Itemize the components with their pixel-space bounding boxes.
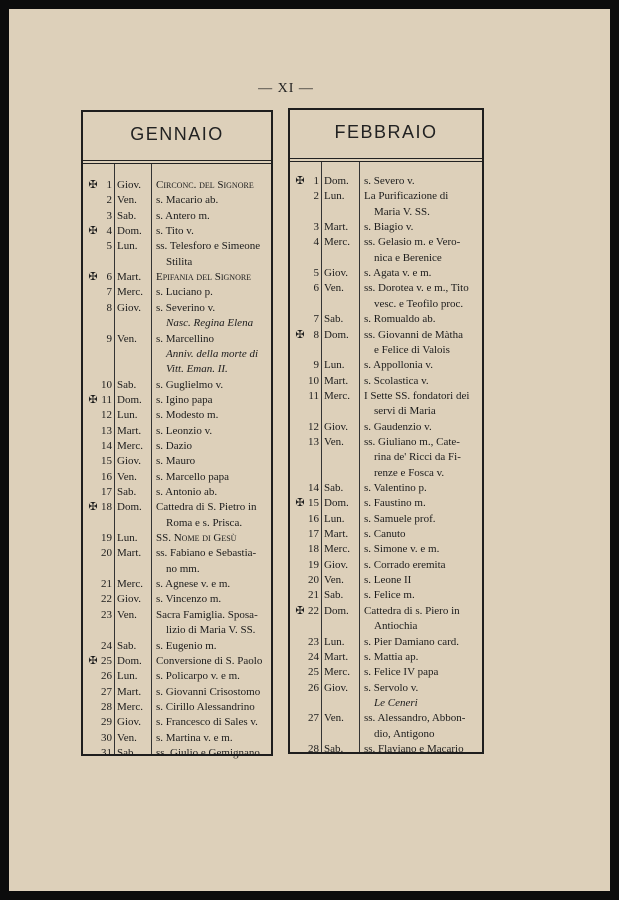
saint-name: SS. Nome di Gesù [156, 532, 237, 545]
saint-name: ss. Giovanni de Màtha [364, 328, 463, 341]
weekday: Dom. [117, 654, 142, 667]
weekday: Giov. [117, 179, 142, 191]
weekday: Sab. [324, 482, 344, 494]
weekday: Merc. [117, 439, 143, 452]
day-number: 10 [101, 378, 112, 391]
weekday: Lun. [324, 359, 345, 372]
day-number: 10 [308, 374, 319, 387]
saint-name: no mm. [166, 562, 200, 575]
day-row [83, 608, 271, 639]
day-row [83, 454, 271, 469]
day-number: 1 [106, 179, 112, 191]
weekday: Mart. [117, 547, 142, 560]
day-number: 3 [313, 221, 319, 234]
day-number: 28 [308, 742, 319, 755]
day-row [83, 178, 271, 193]
day-row [83, 209, 271, 224]
saint-name: Roma e s. Prisca. [166, 516, 243, 529]
weekday: Giov. [324, 558, 349, 571]
saint-name: s. Leonzio v. [156, 424, 213, 437]
saint-name: Cattedra di s. Piero in [364, 604, 460, 617]
saint-name: s. Leone II [364, 574, 412, 587]
weekday: Lun. [117, 670, 138, 683]
saint-name: ss. Giulio e Gemignano [156, 746, 260, 759]
saint-name: Cattedra di S. Pietro in [156, 501, 257, 514]
saint-name: s. Vincenzo m. [156, 593, 222, 606]
day-number: 5 [313, 267, 319, 280]
weekday: Merc. [117, 700, 143, 713]
saint-name: lizio di Maria V. SS. [166, 624, 256, 637]
weekday: Mart. [324, 650, 349, 663]
saint-name: s. Corrado eremita [364, 558, 446, 571]
saint-name: ss. Gelasio m. e Vero- [364, 236, 461, 249]
day-row [290, 189, 482, 220]
day-row [83, 193, 271, 208]
day-number: 21 [308, 589, 319, 602]
weekday: Sab. [117, 746, 137, 759]
weekday: Lun. [324, 512, 345, 525]
day-row [290, 374, 482, 389]
saint-name: La Purificazione di [364, 190, 449, 203]
saint-name: Maria V. SS. [374, 205, 430, 218]
book-page [9, 9, 610, 891]
day-number: 13 [308, 435, 319, 448]
weekday: Merc. [117, 578, 143, 591]
weekday: Dom. [324, 497, 349, 510]
day-number: 9 [106, 332, 112, 345]
day-number: 22 [308, 604, 319, 617]
day-row [290, 358, 482, 373]
saint-name: s. Guglielmo v. [156, 378, 224, 391]
weekday: Sab. [117, 378, 137, 391]
saint-name: s. Appollonia v. [364, 359, 433, 372]
saint-name: s. Policarpo v. e m. [156, 670, 240, 683]
weekday: Giov. [117, 455, 142, 468]
saint-name: I Sette SS. fondatori dei [364, 389, 470, 402]
day-row [290, 635, 482, 650]
day-number: 8 [106, 301, 112, 314]
weekday: Ven. [117, 608, 137, 621]
weekday: Dom. [117, 501, 142, 514]
weekday: Sab. [117, 209, 137, 222]
feast-cross-icon: ✠ [88, 393, 98, 406]
day-number: 30 [101, 731, 112, 744]
day-number: 14 [308, 482, 319, 494]
day-number: 2 [313, 190, 319, 203]
saint-name: nica e Berenice [374, 251, 442, 264]
day-row [290, 665, 482, 680]
day-row [83, 500, 271, 531]
saint-name: s. Gaudenzio v. [364, 420, 432, 433]
weekday: Sab. [324, 742, 344, 755]
day-number: 11 [101, 393, 112, 406]
day-number: 18 [308, 543, 319, 556]
day-number: 1 [313, 175, 319, 187]
weekday: Mart. [117, 685, 142, 698]
day-number: 27 [308, 712, 319, 725]
weekday: Dom. [117, 393, 142, 406]
day-number: 2 [106, 194, 112, 207]
weekday: Mart. [117, 271, 142, 284]
day-row [83, 224, 271, 239]
weekday: Ven. [117, 332, 137, 345]
page-number: — XI — [258, 81, 314, 96]
saint-name: s. Agnese v. e m. [156, 578, 231, 591]
day-number: 16 [101, 470, 112, 483]
day-number: 7 [106, 286, 112, 299]
day-number: 24 [101, 639, 112, 652]
day-number: 24 [308, 650, 319, 663]
saint-name: s. Mattia ap. [364, 650, 419, 663]
saint-name: s. Valentino p. [364, 482, 427, 494]
day-row [290, 435, 482, 481]
saint-name: s. Macario ab. [156, 194, 219, 207]
weekday: Sab. [117, 486, 137, 498]
weekday: Dom. [117, 225, 142, 238]
weekday: Dom. [324, 604, 349, 617]
day-row [83, 669, 271, 684]
saint-name: Le Ceneri [374, 696, 418, 709]
day-number: 28 [101, 700, 112, 713]
day-row [83, 700, 271, 715]
month-title-febbraio: FEBBRAIO [334, 122, 438, 142]
saint-name: s. Biagio v. [364, 221, 414, 234]
weekday: Dom. [324, 175, 349, 187]
day-row [290, 220, 482, 235]
day-number: 14 [101, 439, 112, 452]
saint-name: s. Martina v. e m. [156, 731, 233, 744]
day-number: 12 [101, 409, 112, 422]
day-row [290, 573, 482, 588]
weekday: Mart. [324, 221, 349, 234]
day-number: 29 [101, 716, 112, 729]
saint-name: s. Servolo v. [364, 681, 419, 694]
saint-name: dio, Antigono [374, 727, 435, 740]
saint-name: ss. Telesforo e Simeone [156, 240, 261, 253]
day-number: 20 [101, 547, 112, 560]
day-row [83, 470, 271, 485]
saint-name: s. Pier Damiano card. [364, 635, 459, 648]
weekday: Ven. [117, 731, 137, 744]
day-row [83, 378, 271, 393]
saint-name: servi di Maria [374, 405, 436, 418]
saint-name: Nasc. Regina Elena [166, 317, 254, 330]
saint-name: s. Samuele prof. [364, 512, 436, 525]
weekday: Giov. [324, 420, 349, 433]
saint-name: e Felice di Valois [374, 343, 450, 356]
weekday: Mart. [324, 374, 349, 387]
day-number: 26 [101, 670, 112, 683]
day-row [290, 281, 482, 312]
day-number: 22 [101, 593, 112, 606]
saint-name: s. Faustino m. [364, 497, 426, 510]
day-row [83, 285, 271, 300]
saint-name: s. Tito v. [156, 225, 194, 238]
saint-name: renze e Fosca v. [374, 466, 445, 479]
saint-name: Sacra Famiglia. Sposa- [156, 608, 258, 621]
feast-cross-icon: ✠ [88, 271, 98, 284]
saint-name: s. Severino v. [156, 301, 216, 314]
day-row [290, 389, 482, 420]
day-row [83, 746, 271, 761]
weekday: Dom. [324, 328, 349, 341]
weekday: Mart. [117, 424, 142, 437]
saint-name: ss. Flaviano e Macario [364, 742, 464, 755]
day-number: 26 [308, 681, 319, 694]
day-number: 7 [313, 313, 319, 326]
feast-cross-icon: ✠ [88, 501, 98, 514]
day-row [290, 650, 482, 665]
day-row [290, 604, 482, 635]
weekday: Lun. [324, 635, 345, 648]
day-number: 16 [308, 512, 319, 525]
day-row [83, 531, 271, 546]
day-row [83, 731, 271, 746]
day-row [290, 527, 482, 542]
day-row [290, 496, 482, 511]
weekday: Sab. [117, 639, 137, 652]
weekday: Giov. [117, 593, 142, 606]
day-row [83, 270, 271, 285]
weekday: Ven. [324, 574, 344, 587]
day-number: 8 [313, 328, 319, 341]
saint-name: ss. Giuliano m., Cate- [364, 435, 460, 448]
weekday: Merc. [324, 236, 350, 249]
day-number: 4 [106, 225, 112, 238]
saint-name: s. Luciano p. [156, 286, 213, 299]
day-row [83, 577, 271, 592]
saint-name: s. Igino papa [156, 393, 213, 406]
feast-cross-icon: ✠ [88, 654, 98, 667]
saint-name: Conversione di S. Paolo [156, 654, 263, 667]
saint-name: s. Dazio [156, 439, 193, 452]
saint-name: s. Modesto m. [156, 409, 219, 422]
day-row [83, 546, 271, 577]
feast-cross-icon: ✠ [295, 328, 305, 341]
saint-name: Stilita [166, 255, 193, 268]
saint-name: s. Simone v. e m. [364, 543, 440, 556]
day-row [290, 711, 482, 742]
day-row [83, 685, 271, 700]
day-row [290, 558, 482, 573]
day-number: 3 [106, 209, 112, 222]
day-row [290, 174, 482, 189]
saint-name: s. Romualdo ab. [364, 313, 436, 326]
day-number: 23 [101, 608, 112, 621]
day-row [290, 235, 482, 266]
weekday: Merc. [324, 666, 350, 679]
weekday: Merc. [324, 543, 350, 556]
weekday: Lun. [324, 190, 345, 203]
day-number: 19 [101, 532, 112, 545]
day-row [290, 512, 482, 527]
weekday: Sab. [324, 313, 344, 326]
feast-cross-icon: ✠ [88, 179, 98, 191]
saint-name: s. Mauro [156, 455, 196, 468]
saint-name: s. Felice m. [364, 589, 415, 602]
day-row [83, 592, 271, 607]
day-number: 17 [308, 528, 319, 541]
saint-name: Epifania del Signore [156, 271, 252, 284]
saint-name: s. Giovanni Crisostomo [156, 685, 261, 698]
saint-name: ss. Dorotea v. e m., Tito [364, 282, 469, 295]
saint-name: Antiochia [374, 620, 418, 633]
day-number: 12 [308, 420, 319, 433]
saint-name: s. Agata v. e m. [364, 267, 432, 280]
day-number: 13 [101, 424, 112, 437]
day-row [83, 393, 271, 408]
day-number: 6 [313, 282, 319, 295]
feast-cross-icon: ✠ [88, 225, 98, 238]
feast-cross-icon: ✠ [295, 175, 305, 187]
day-row [290, 588, 482, 603]
saint-name: vesc. e Teofilo proc. [374, 297, 464, 310]
calendar-febbraio [288, 108, 484, 754]
day-row [290, 481, 482, 496]
weekday: Lun. [117, 532, 138, 545]
weekday: Mart. [324, 528, 349, 541]
saint-name: s. Marcello papa [156, 470, 229, 483]
day-row [83, 408, 271, 423]
weekday: Giov. [117, 301, 142, 314]
saint-name: ss. Alessandro, Abbon- [364, 712, 466, 725]
day-row [83, 715, 271, 730]
day-row [83, 424, 271, 439]
saint-name: ss. Fabiano e Sebastia- [156, 547, 257, 560]
day-row [290, 266, 482, 281]
saint-name: rina de' Ricci da Fi- [374, 451, 461, 464]
month-title-gennaio: GENNAIO [130, 124, 224, 144]
day-row [83, 654, 271, 669]
saint-name: s. Francesco di Sales v. [156, 716, 258, 729]
feast-cross-icon: ✠ [295, 497, 305, 510]
day-row [290, 328, 482, 359]
day-row [83, 332, 271, 378]
weekday: Lun. [117, 409, 138, 422]
day-number: 25 [101, 654, 112, 667]
weekday: Ven. [117, 194, 137, 207]
day-row [83, 301, 271, 332]
day-row [83, 485, 271, 500]
day-number: 21 [101, 578, 112, 591]
day-number: 5 [106, 240, 112, 253]
day-number: 25 [308, 666, 319, 679]
day-number: 20 [308, 574, 319, 587]
weekday: Sab. [324, 589, 344, 602]
weekday: Ven. [324, 435, 344, 448]
day-number: 6 [106, 271, 112, 284]
saint-name: s. Antonio ab. [156, 486, 218, 498]
saint-name: Circonc. del Signore [156, 179, 254, 191]
saint-name: s. Cirillo Alessandrino [156, 700, 255, 713]
saint-name: s. Marcellino [156, 332, 215, 345]
weekday: Ven. [324, 712, 344, 725]
day-row [290, 312, 482, 327]
day-number: 23 [308, 635, 319, 648]
saint-name: Anniv. della morte di [166, 347, 259, 360]
saint-name: s. Canuto [364, 528, 406, 541]
saint-name: s. Felice IV papa [364, 666, 439, 679]
day-row [290, 542, 482, 557]
saint-name: s. Scolastica v. [364, 374, 429, 387]
saint-name: Vitt. Eman. II. [166, 363, 228, 376]
day-number: 18 [101, 501, 112, 514]
weekday: Giov. [117, 716, 142, 729]
day-number: 11 [308, 389, 319, 402]
saint-name: s. Severo v. [364, 175, 415, 187]
weekday: Merc. [117, 286, 143, 299]
weekday: Ven. [117, 470, 137, 483]
weekday: Merc. [324, 389, 350, 402]
weekday: Ven. [324, 282, 344, 295]
day-row [290, 742, 482, 757]
saint-name: s. Antero m. [156, 209, 210, 222]
day-number: 17 [101, 486, 112, 498]
day-row [83, 639, 271, 654]
day-number: 4 [313, 236, 319, 249]
day-number: 31 [101, 746, 112, 759]
weekday: Lun. [117, 240, 138, 253]
feast-cross-icon: ✠ [295, 604, 305, 617]
weekday: Giov. [324, 267, 349, 280]
day-row [290, 420, 482, 435]
day-number: 9 [313, 359, 319, 372]
day-row [83, 439, 271, 454]
weekday: Giov. [324, 681, 349, 694]
day-number: 15 [308, 497, 319, 510]
day-row [290, 681, 482, 712]
day-number: 19 [308, 558, 319, 571]
day-number: 27 [101, 685, 112, 698]
calendar-gennaio [81, 110, 273, 759]
day-number: 15 [101, 455, 112, 468]
saint-name: s. Eugenio m. [156, 639, 217, 652]
day-row [83, 239, 271, 270]
